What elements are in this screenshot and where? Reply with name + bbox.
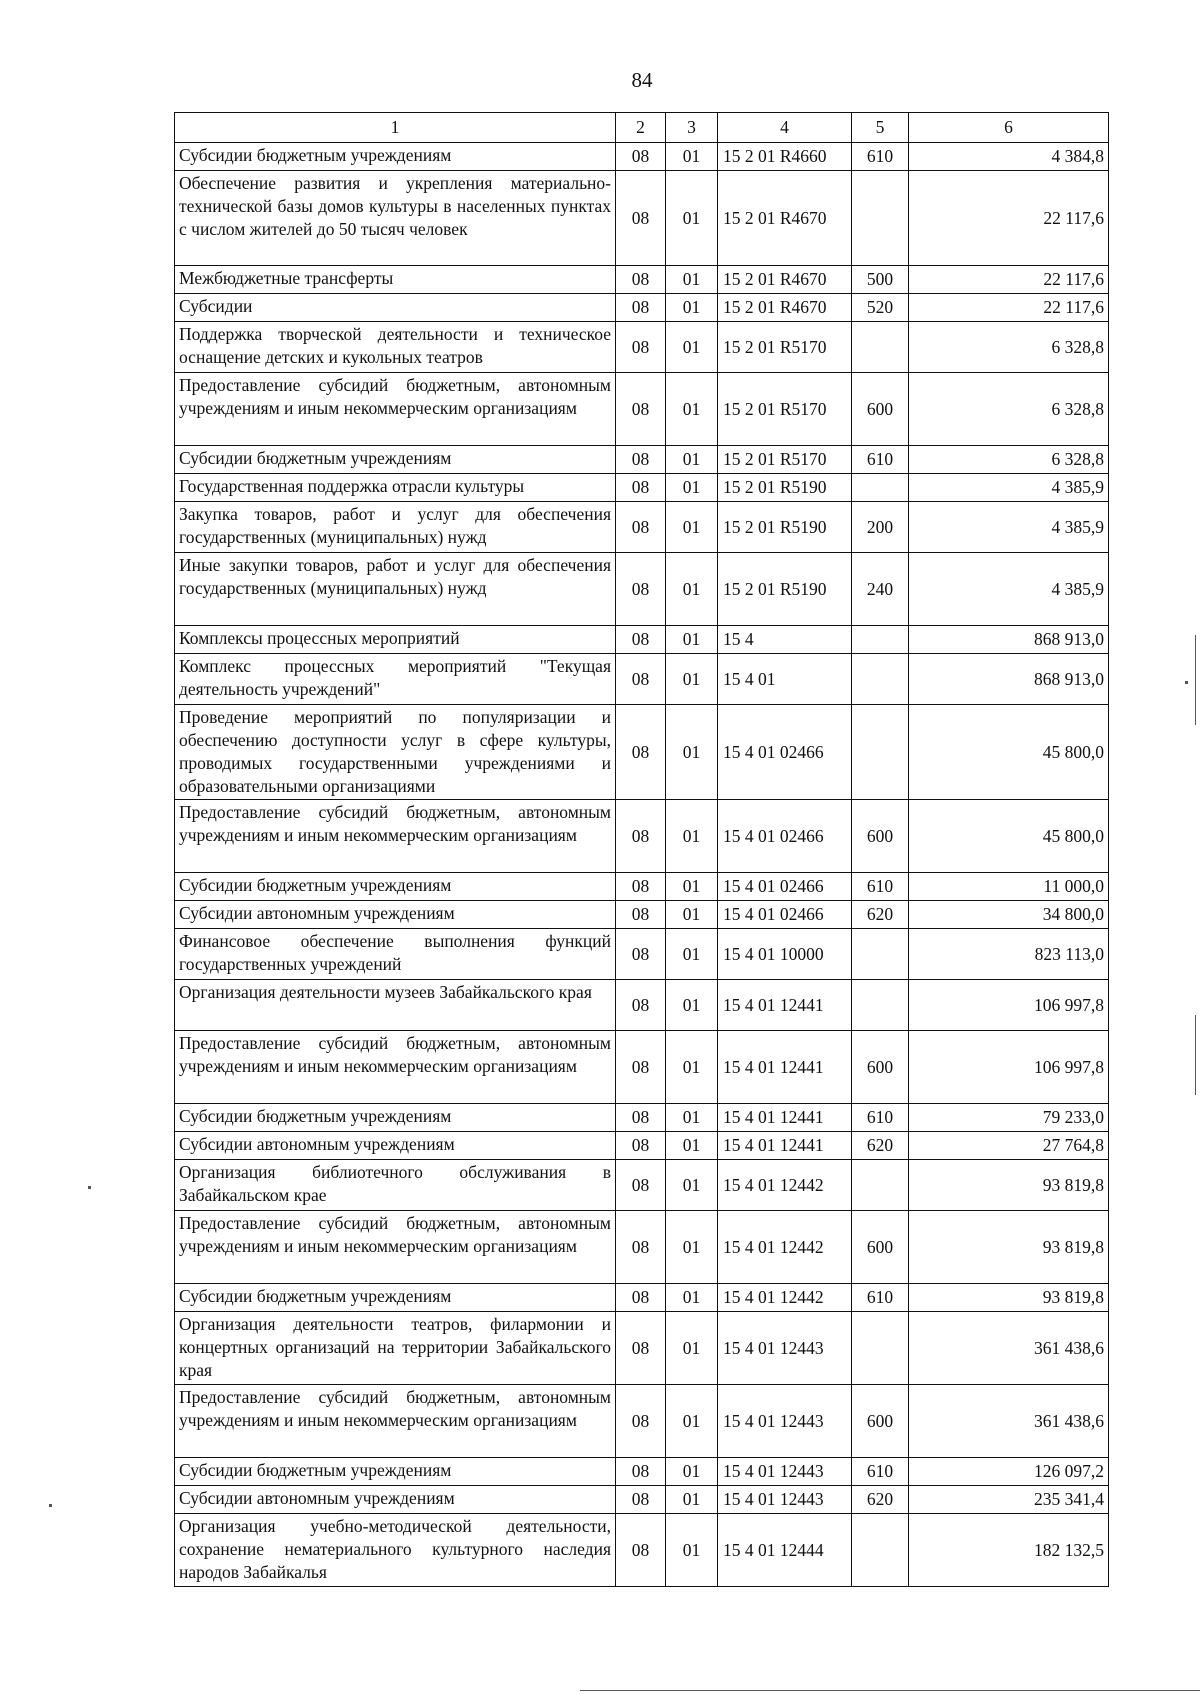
- cell-section: 08: [616, 654, 666, 705]
- cell-name: Финансовое обеспечение выполнения функций государственных учреждений: [175, 929, 616, 980]
- cell-expense-type: 600: [852, 373, 909, 446]
- page-number: 84: [631, 68, 653, 92]
- cell-expense-type: [852, 1160, 909, 1211]
- cell-section: 08: [616, 322, 666, 373]
- table-row: [175, 1385, 1109, 1458]
- cell-subsection: 01: [666, 1031, 718, 1104]
- cell-amount: 27 764,8: [909, 1132, 1109, 1160]
- cell-amount: 93 819,8: [909, 1211, 1109, 1284]
- table-row: [175, 873, 1109, 901]
- cell-target-article: 15 2 01 R5170: [718, 446, 852, 474]
- cell-subsection: 01: [666, 1211, 718, 1284]
- table-row: [175, 171, 1109, 266]
- table-row: [175, 929, 1109, 980]
- cell-target-article: 15 2 01 R4670: [718, 294, 852, 322]
- table-row: [175, 1160, 1109, 1211]
- cell-amount: 6 328,8: [909, 322, 1109, 373]
- cell-section: 08: [616, 873, 666, 901]
- cell-expense-type: 610: [852, 873, 909, 901]
- cell-subsection: 01: [666, 294, 718, 322]
- table-row: [175, 1284, 1109, 1312]
- cell-amount: 79 233,0: [909, 1104, 1109, 1132]
- table-row: [175, 1132, 1109, 1160]
- cell-expense-type: 600: [852, 1031, 909, 1104]
- cell-subsection: 01: [666, 626, 718, 654]
- cell-name: Субсидии автономным учреждениям: [175, 1486, 616, 1514]
- cell-name: Организация деятельности театров, филармонии и концертных организаций на территории Забайкальского края: [175, 1312, 616, 1385]
- cell-amount: 6 328,8: [909, 446, 1109, 474]
- cell-subsection: 01: [666, 322, 718, 373]
- table-row: [175, 446, 1109, 474]
- cell-section: 08: [616, 626, 666, 654]
- cell-section: 08: [616, 1514, 666, 1587]
- cell-expense-type: 620: [852, 1486, 909, 1514]
- cell-expense-type: 610: [852, 1284, 909, 1312]
- cell-name: Государственная поддержка отрасли культуры: [175, 474, 616, 502]
- cell-target-article: 15 2 01 R5190: [718, 502, 852, 553]
- cell-expense-type: 610: [852, 1458, 909, 1486]
- cell-amount: 6 328,8: [909, 373, 1109, 446]
- cell-amount: 361 438,6: [909, 1385, 1109, 1458]
- table-body: [175, 143, 1109, 1587]
- cell-amount: 4 385,9: [909, 502, 1109, 553]
- cell-target-article: 15 4 01 12442: [718, 1284, 852, 1312]
- cell-amount: 22 117,6: [909, 294, 1109, 322]
- cell-expense-type: [852, 1312, 909, 1385]
- table-row: [175, 705, 1109, 800]
- cell-section: 08: [616, 266, 666, 294]
- cell-section: 08: [616, 1458, 666, 1486]
- table-row: [175, 1312, 1109, 1385]
- cell-amount: 11 000,0: [909, 873, 1109, 901]
- cell-section: 08: [616, 901, 666, 929]
- cell-subsection: 01: [666, 800, 718, 873]
- cell-section: 08: [616, 705, 666, 800]
- cell-amount: 4 385,9: [909, 553, 1109, 626]
- cell-subsection: 01: [666, 1385, 718, 1458]
- cell-amount: 182 132,5: [909, 1514, 1109, 1587]
- cell-name: Предоставление субсидий бюджетным, автономным учреждениям и иным некоммерческим организациям: [175, 373, 616, 446]
- cell-amount: 45 800,0: [909, 705, 1109, 800]
- table-row: [175, 474, 1109, 502]
- cell-section: 08: [616, 800, 666, 873]
- cell-name: Организация учебно-методической деятельности, сохранение нематериального культурного наследия народов Забайкалья: [175, 1514, 616, 1587]
- cell-subsection: 01: [666, 373, 718, 446]
- cell-expense-type: 610: [852, 446, 909, 474]
- cell-subsection: 01: [666, 1458, 718, 1486]
- cell-name: Комплексы процессных мероприятий: [175, 626, 616, 654]
- cell-amount: 45 800,0: [909, 800, 1109, 873]
- cell-section: 08: [616, 1312, 666, 1385]
- cell-amount: 106 997,8: [909, 980, 1109, 1031]
- cell-target-article: 15 4 01 12441: [718, 1132, 852, 1160]
- cell-target-article: 15 4 01 12443: [718, 1312, 852, 1385]
- cell-name: Организация деятельности музеев Забайкальского края: [175, 980, 616, 1031]
- cell-subsection: 01: [666, 654, 718, 705]
- cell-target-article: 15 2 01 R5190: [718, 553, 852, 626]
- cell-expense-type: [852, 626, 909, 654]
- cell-expense-type: 200: [852, 502, 909, 553]
- cell-target-article: 15 4 01 12441: [718, 980, 852, 1031]
- cell-target-article: 15 2 01 R5190: [718, 474, 852, 502]
- cell-target-article: 15 4 01 12443: [718, 1458, 852, 1486]
- cell-amount: 93 819,8: [909, 1160, 1109, 1211]
- table-row: [175, 1458, 1109, 1486]
- cell-expense-type: 520: [852, 294, 909, 322]
- table-row: [175, 373, 1109, 446]
- table-row: [175, 980, 1109, 1031]
- table-row: [175, 266, 1109, 294]
- cell-amount: 106 997,8: [909, 1031, 1109, 1104]
- cell-target-article: 15 2 01 R5170: [718, 373, 852, 446]
- cell-target-article: 15 4 01 02466: [718, 901, 852, 929]
- cell-section: 08: [616, 143, 666, 171]
- cell-subsection: 01: [666, 929, 718, 980]
- table-row: [175, 1104, 1109, 1132]
- cell-name: Предоставление субсидий бюджетным, автономным учреждениям и иным некоммерческим организациям: [175, 1211, 616, 1284]
- cell-name: Обеспечение развития и укрепления материально-технической базы домов культуры в населенных пунктах с числом жителей до 50 тысяч человек: [175, 171, 616, 266]
- cell-target-article: 15 2 01 R4670: [718, 266, 852, 294]
- cell-target-article: 15 4 01 12444: [718, 1514, 852, 1587]
- table-row: [175, 1211, 1109, 1284]
- scan-speck: [49, 1504, 52, 1507]
- cell-expense-type: 600: [852, 1385, 909, 1458]
- cell-section: 08: [616, 1284, 666, 1312]
- cell-subsection: 01: [666, 143, 718, 171]
- cell-expense-type: 240: [852, 553, 909, 626]
- cell-section: 08: [616, 502, 666, 553]
- cell-expense-type: 620: [852, 1132, 909, 1160]
- cell-expense-type: [852, 1514, 909, 1587]
- cell-section: 08: [616, 1031, 666, 1104]
- cell-target-article: 15 4 01 12441: [718, 1031, 852, 1104]
- cell-target-article: 15 4 01 12443: [718, 1385, 852, 1458]
- cell-section: 08: [616, 1160, 666, 1211]
- cell-section: 08: [616, 1385, 666, 1458]
- cell-section: 08: [616, 294, 666, 322]
- cell-section: 08: [616, 1104, 666, 1132]
- table-header-row: [175, 113, 1109, 143]
- cell-target-article: 15 4 01 12442: [718, 1160, 852, 1211]
- cell-name: Поддержка творческой деятельности и техническое оснащение детских и кукольных театров: [175, 322, 616, 373]
- cell-name: Субсидии бюджетным учреждениям: [175, 143, 616, 171]
- table-row: [175, 626, 1109, 654]
- cell-expense-type: [852, 171, 909, 266]
- cell-name: Субсидии бюджетным учреждениям: [175, 873, 616, 901]
- col-header-name: 1: [175, 113, 616, 143]
- cell-target-article: 15 4 01 02466: [718, 705, 852, 800]
- cell-expense-type: 600: [852, 1211, 909, 1284]
- cell-subsection: 01: [666, 446, 718, 474]
- cell-amount: 4 384,8: [909, 143, 1109, 171]
- table-row: [175, 800, 1109, 873]
- cell-subsection: 01: [666, 705, 718, 800]
- cell-target-article: 15 4: [718, 626, 852, 654]
- cell-subsection: 01: [666, 1132, 718, 1160]
- cell-target-article: 15 4 01 12441: [718, 1104, 852, 1132]
- scan-edge-line: [580, 1690, 1200, 1691]
- cell-subsection: 01: [666, 873, 718, 901]
- cell-expense-type: [852, 929, 909, 980]
- cell-target-article: 15 4 01 02466: [718, 873, 852, 901]
- cell-amount: 93 819,8: [909, 1284, 1109, 1312]
- table-row: [175, 322, 1109, 373]
- cell-section: 08: [616, 1486, 666, 1514]
- cell-target-article: 15 4 01 10000: [718, 929, 852, 980]
- cell-name: Предоставление субсидий бюджетным, автономным учреждениям и иным некоммерческим организациям: [175, 800, 616, 873]
- scan-speck: [88, 1186, 91, 1189]
- cell-subsection: 01: [666, 1312, 718, 1385]
- cell-target-article: 15 4 01 12442: [718, 1211, 852, 1284]
- cell-amount: 126 097,2: [909, 1458, 1109, 1486]
- cell-target-article: 15 4 01 12443: [718, 1486, 852, 1514]
- cell-section: 08: [616, 929, 666, 980]
- col-header-section: 2: [616, 113, 666, 143]
- cell-expense-type: [852, 474, 909, 502]
- cell-amount: 22 117,6: [909, 266, 1109, 294]
- cell-section: 08: [616, 553, 666, 626]
- cell-section: 08: [616, 474, 666, 502]
- cell-section: 08: [616, 1132, 666, 1160]
- cell-subsection: 01: [666, 502, 718, 553]
- cell-expense-type: [852, 705, 909, 800]
- table-row: [175, 901, 1109, 929]
- cell-subsection: 01: [666, 1284, 718, 1312]
- cell-name: Субсидии бюджетным учреждениям: [175, 1284, 616, 1312]
- cell-section: 08: [616, 1211, 666, 1284]
- cell-amount: 361 438,6: [909, 1312, 1109, 1385]
- cell-section: 08: [616, 373, 666, 446]
- cell-section: 08: [616, 980, 666, 1031]
- cell-amount: 4 385,9: [909, 474, 1109, 502]
- cell-name: Субсидии: [175, 294, 616, 322]
- table-row: [175, 1514, 1109, 1587]
- cell-target-article: 15 2 01 R5170: [718, 322, 852, 373]
- cell-expense-type: [852, 322, 909, 373]
- cell-name: Субсидии бюджетным учреждениям: [175, 1458, 616, 1486]
- cell-name: Предоставление субсидий бюджетным, автономным учреждениям и иным некоммерческим организациям: [175, 1031, 616, 1104]
- cell-expense-type: 600: [852, 800, 909, 873]
- table-row: [175, 294, 1109, 322]
- cell-subsection: 01: [666, 980, 718, 1031]
- table-row: [175, 553, 1109, 626]
- budget-table: [174, 112, 1109, 1587]
- cell-section: 08: [616, 171, 666, 266]
- cell-subsection: 01: [666, 1104, 718, 1132]
- cell-amount: 868 913,0: [909, 626, 1109, 654]
- cell-amount: 22 117,6: [909, 171, 1109, 266]
- cell-name: Субсидии бюджетным учреждениям: [175, 446, 616, 474]
- cell-name: Организация библиотечного обслуживания в Забайкальском крае: [175, 1160, 616, 1211]
- cell-name: Предоставление субсидий бюджетным, автономным учреждениям и иным некоммерческим организациям: [175, 1385, 616, 1458]
- cell-name: Межбюджетные трансферты: [175, 266, 616, 294]
- col-header-subsection: 3: [666, 113, 718, 143]
- scan-edge-line: [1195, 635, 1196, 725]
- cell-subsection: 01: [666, 1160, 718, 1211]
- cell-amount: 823 113,0: [909, 929, 1109, 980]
- cell-amount: 868 913,0: [909, 654, 1109, 705]
- cell-subsection: 01: [666, 1486, 718, 1514]
- cell-expense-type: 620: [852, 901, 909, 929]
- cell-expense-type: [852, 654, 909, 705]
- cell-subsection: 01: [666, 171, 718, 266]
- cell-name: Иные закупки товаров, работ и услуг для обеспечения государственных (муниципальных) нужд: [175, 553, 616, 626]
- cell-expense-type: 610: [852, 1104, 909, 1132]
- cell-target-article: 15 4 01: [718, 654, 852, 705]
- table-row: [175, 654, 1109, 705]
- cell-target-article: 15 4 01 02466: [718, 800, 852, 873]
- cell-expense-type: 610: [852, 143, 909, 171]
- cell-target-article: 15 2 01 R4670: [718, 171, 852, 266]
- cell-name: Закупка товаров, работ и услуг для обеспечения государственных (муниципальных) нужд: [175, 502, 616, 553]
- cell-subsection: 01: [666, 474, 718, 502]
- col-header-expense-type: 5: [852, 113, 909, 143]
- cell-expense-type: [852, 980, 909, 1031]
- scan-edge-line: [1195, 1015, 1196, 1095]
- cell-name: Комплекс процессных мероприятий "Текущая деятельность учреждений": [175, 654, 616, 705]
- cell-target-article: 15 2 01 R4660: [718, 143, 852, 171]
- cell-subsection: 01: [666, 553, 718, 626]
- cell-expense-type: 500: [852, 266, 909, 294]
- col-header-target-article: 4: [718, 113, 852, 143]
- scan-speck: [1185, 681, 1188, 684]
- cell-section: 08: [616, 446, 666, 474]
- cell-name: Субсидии автономным учреждениям: [175, 901, 616, 929]
- cell-amount: 235 341,4: [909, 1486, 1109, 1514]
- table-row: [175, 502, 1109, 553]
- cell-subsection: 01: [666, 901, 718, 929]
- cell-name: Субсидии бюджетным учреждениям: [175, 1104, 616, 1132]
- table-row: [175, 1031, 1109, 1104]
- cell-subsection: 01: [666, 266, 718, 294]
- cell-amount: 34 800,0: [909, 901, 1109, 929]
- table-row: [175, 1486, 1109, 1514]
- table-row: [175, 143, 1109, 171]
- col-header-amount: 6: [909, 113, 1109, 143]
- cell-name: Субсидии автономным учреждениям: [175, 1132, 616, 1160]
- cell-name: Проведение мероприятий по популяризации и обеспечению доступности услуг в сфере культуры, проводимых государственными учреждениями и образовательными организациями: [175, 705, 616, 800]
- cell-subsection: 01: [666, 1514, 718, 1587]
